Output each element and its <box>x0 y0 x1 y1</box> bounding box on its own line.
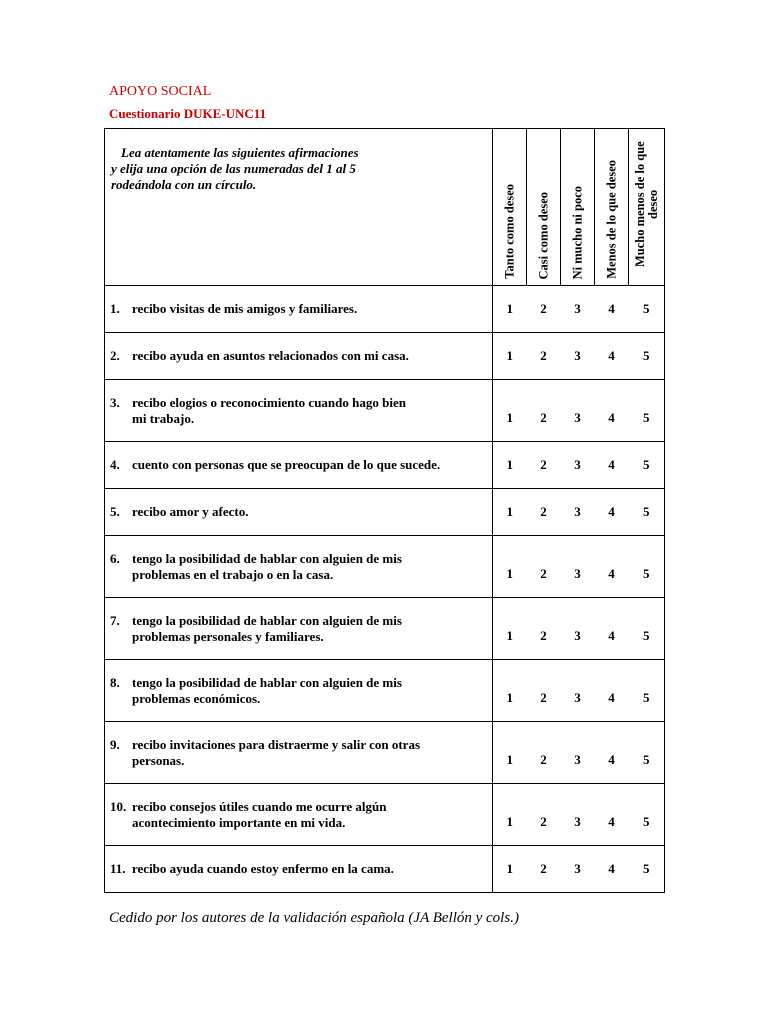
column-header-label: Casi como deseo <box>536 191 550 279</box>
answer-option-1[interactable]: 1 <box>493 333 527 380</box>
question-line: problemas personales y familiares. <box>132 628 324 644</box>
answer-option-2[interactable]: 2 <box>527 442 561 489</box>
answer-option-2[interactable]: 2 <box>527 846 561 893</box>
answer-option-3[interactable]: 3 <box>561 380 595 442</box>
question-line: recibo consejos útiles cuando me ocurre algún <box>132 798 387 814</box>
column-header-3 <box>561 129 595 286</box>
question-number: 9. <box>110 736 120 752</box>
question-row <box>105 286 665 333</box>
answer-option-5[interactable]: 5 <box>629 660 665 722</box>
column-header-label: Menos de lo que deseo <box>604 160 618 279</box>
question-text <box>105 722 493 784</box>
question-line: tengo la posibilidad de hablar con alguien de mis <box>132 550 402 566</box>
question-line: recibo visitas de mis amigos y familiares. <box>132 301 358 316</box>
answer-option-5[interactable]: 5 <box>629 784 665 846</box>
answer-option-5[interactable]: 5 <box>629 846 665 893</box>
answer-option-1[interactable]: 1 <box>493 660 527 722</box>
question-statement <box>132 737 420 769</box>
answer-option-1[interactable]: 1 <box>493 442 527 489</box>
answer-option-4[interactable]: 4 <box>595 489 629 536</box>
instructions <box>105 129 493 286</box>
question-number: 4. <box>110 457 120 472</box>
question-statement <box>132 504 248 520</box>
answer-option-2[interactable]: 2 <box>527 784 561 846</box>
question-line: mi trabajo. <box>132 410 195 426</box>
question-text <box>105 333 493 380</box>
document-title: APOYO SOCIAL <box>109 84 212 99</box>
answer-option-4[interactable]: 4 <box>595 722 629 784</box>
column-header-label: Mucho menos de lo que deseo <box>632 141 660 267</box>
question-text <box>105 286 493 333</box>
question-number: 8. <box>110 674 120 690</box>
answer-option-5[interactable]: 5 <box>629 598 665 660</box>
question-number: 11. <box>110 861 126 876</box>
question-text <box>105 380 493 442</box>
answer-option-4[interactable]: 4 <box>595 286 629 333</box>
answer-option-5[interactable]: 5 <box>629 536 665 598</box>
column-header-label: Ni mucho ni poco <box>570 185 584 279</box>
question-line: problemas en el trabajo o en la casa. <box>132 566 334 582</box>
answer-option-3[interactable]: 3 <box>561 442 595 489</box>
question-line: recibo ayuda en asuntos relacionados con mi casa. <box>132 348 409 363</box>
answer-option-5[interactable]: 5 <box>629 380 665 442</box>
question-text <box>105 784 493 846</box>
column-header-5 <box>629 129 665 286</box>
question-line: tengo la posibilidad de hablar con alguien de mis <box>132 674 402 690</box>
question-line: recibo ayuda cuando estoy enfermo en la cama. <box>132 861 394 876</box>
answer-option-2[interactable]: 2 <box>527 598 561 660</box>
answer-option-1[interactable]: 1 <box>493 380 527 442</box>
answer-option-2[interactable]: 2 <box>527 722 561 784</box>
answer-option-3[interactable]: 3 <box>561 333 595 380</box>
answer-option-1[interactable]: 1 <box>493 722 527 784</box>
answer-option-5[interactable]: 5 <box>629 286 665 333</box>
answer-option-5[interactable]: 5 <box>629 722 665 784</box>
answer-option-1[interactable]: 1 <box>493 598 527 660</box>
question-text <box>105 598 493 660</box>
answer-option-5[interactable]: 5 <box>629 489 665 536</box>
question-number: 10. <box>110 798 127 814</box>
answer-option-5[interactable]: 5 <box>629 333 665 380</box>
answer-option-2[interactable]: 2 <box>527 536 561 598</box>
answer-option-3[interactable]: 3 <box>561 722 595 784</box>
question-number: 1. <box>110 301 120 316</box>
questionnaire-table <box>104 128 665 893</box>
question-statement <box>132 799 386 831</box>
question-row <box>105 722 665 784</box>
answer-option-1[interactable]: 1 <box>493 489 527 536</box>
question-row <box>105 784 665 846</box>
question-line: problemas económicos. <box>132 690 261 706</box>
column-header-1 <box>493 129 527 286</box>
answer-option-2[interactable]: 2 <box>527 333 561 380</box>
question-text <box>105 489 493 536</box>
answer-option-2[interactable]: 2 <box>527 286 561 333</box>
answer-option-2[interactable]: 2 <box>527 380 561 442</box>
question-row <box>105 333 665 380</box>
answer-option-4[interactable]: 4 <box>595 333 629 380</box>
question-text <box>105 660 493 722</box>
question-row <box>105 489 665 536</box>
answer-option-3[interactable]: 3 <box>561 784 595 846</box>
answer-option-4[interactable]: 4 <box>595 846 629 893</box>
column-header-label: Tanto como deseo <box>502 184 516 279</box>
question-statement <box>132 457 440 473</box>
column-header-4 <box>595 129 629 286</box>
question-number: 5. <box>110 504 120 519</box>
answer-option-3[interactable]: 3 <box>561 660 595 722</box>
question-row <box>105 536 665 598</box>
answer-option-3[interactable]: 3 <box>561 598 595 660</box>
question-row <box>105 380 665 442</box>
answer-option-5[interactable]: 5 <box>629 442 665 489</box>
answer-option-1[interactable]: 1 <box>493 536 527 598</box>
answer-option-1[interactable]: 1 <box>493 286 527 333</box>
question-number: 3. <box>110 394 120 410</box>
question-text <box>105 846 493 893</box>
source-credit: Cedido por los autores de la validación española (JA Bellón y cols.) <box>109 910 519 926</box>
answer-option-4[interactable]: 4 <box>595 784 629 846</box>
instructions-line: y elija una opción de las numeradas del 1 al 5 <box>111 161 356 176</box>
question-text <box>105 442 493 489</box>
answer-option-2[interactable]: 2 <box>527 660 561 722</box>
question-line: cuento con personas que se preocupan de lo que sucede. <box>132 457 441 472</box>
question-line: tengo la posibilidad de hablar con alguien de mis <box>132 612 402 628</box>
question-number: 7. <box>110 612 120 628</box>
answer-option-4[interactable]: 4 <box>595 598 629 660</box>
question-line: personas. <box>132 752 185 768</box>
answer-option-3[interactable]: 3 <box>561 536 595 598</box>
question-number: 2. <box>110 348 120 363</box>
question-statement <box>132 551 402 583</box>
question-text <box>105 536 493 598</box>
question-row <box>105 442 665 489</box>
answer-option-3[interactable]: 3 <box>561 489 595 536</box>
question-line: recibo amor y afecto. <box>132 504 249 519</box>
question-line: recibo elogios o reconocimiento cuando hago bien <box>132 394 406 410</box>
instructions-line: Lea atentamente las siguientes afirmaciones <box>121 145 359 160</box>
question-line: recibo invitaciones para distraerme y salir con otras <box>132 736 421 752</box>
instructions-line: rodeándola con un círculo. <box>111 177 257 192</box>
question-statement <box>132 613 402 645</box>
question-statement <box>132 861 394 877</box>
questionnaire-name: Cuestionario DUKE-UNC11 <box>109 106 267 121</box>
answer-option-4[interactable]: 4 <box>595 442 629 489</box>
column-header-2 <box>527 129 561 286</box>
answer-option-1[interactable]: 1 <box>493 784 527 846</box>
answer-option-2[interactable]: 2 <box>527 489 561 536</box>
question-statement <box>132 395 406 427</box>
answer-option-4[interactable]: 4 <box>595 660 629 722</box>
question-statement <box>132 348 409 364</box>
answer-option-1[interactable]: 1 <box>493 846 527 893</box>
question-row <box>105 598 665 660</box>
answer-option-4[interactable]: 4 <box>595 380 629 442</box>
answer-option-3[interactable]: 3 <box>561 286 595 333</box>
answer-option-4[interactable]: 4 <box>595 536 629 598</box>
question-statement <box>132 675 402 707</box>
question-row <box>105 846 665 893</box>
question-statement <box>132 301 357 317</box>
question-line: acontecimiento importante en mi vida. <box>132 814 346 830</box>
answer-option-3[interactable]: 3 <box>561 846 595 893</box>
question-row <box>105 660 665 722</box>
table-header-row <box>105 129 665 286</box>
question-number: 6. <box>110 550 120 566</box>
